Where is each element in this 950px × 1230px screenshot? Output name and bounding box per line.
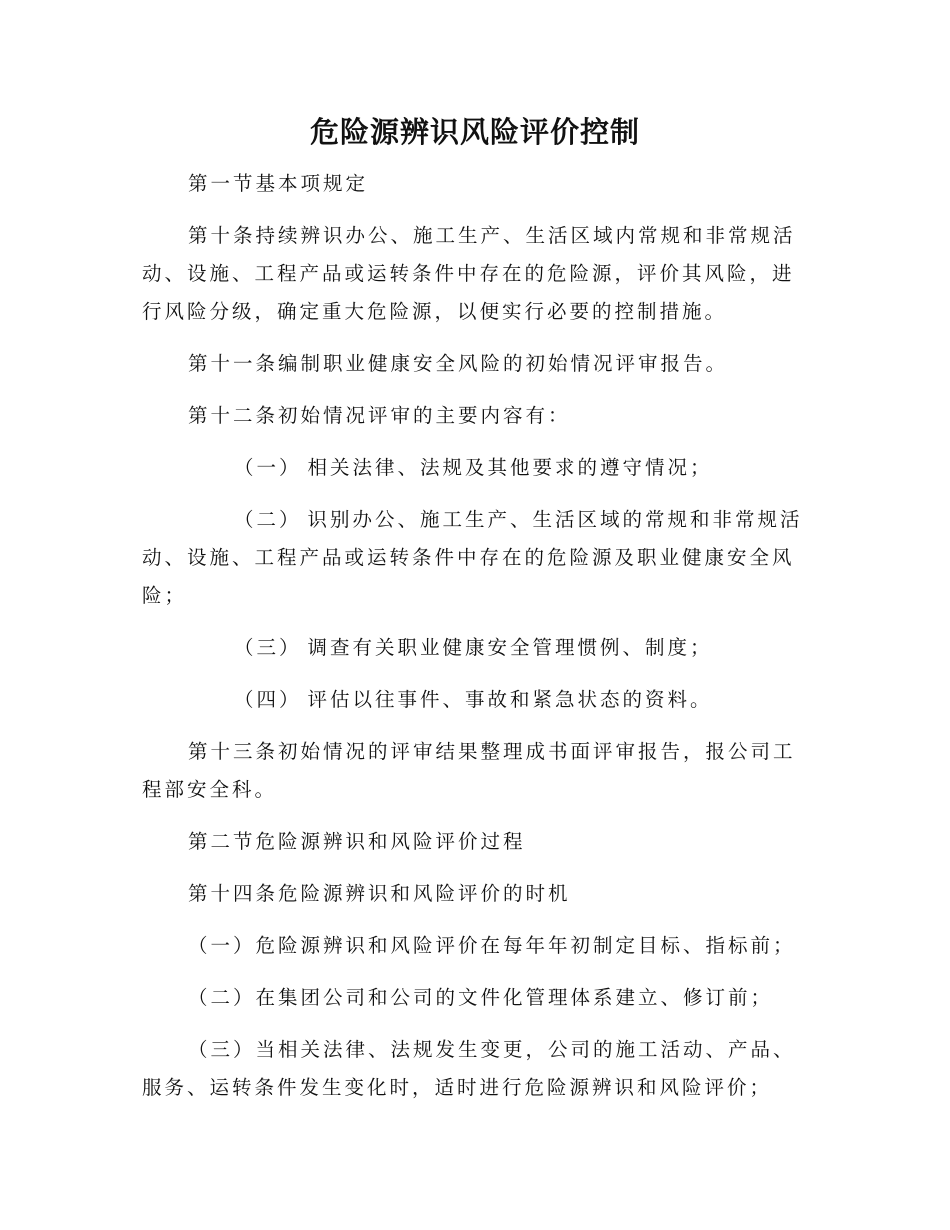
list-item — [142, 501, 810, 615]
article-paragraph: 第十二条初始情况评审的主要内容有： — [188, 404, 571, 427]
section-heading: 第一节基本项规定 — [188, 172, 369, 195]
list-item — [142, 629, 810, 667]
article-paragraph: 第十条持续辨识办公、施工生产、生活区域内常规和非常规活动、设施、工程产品或运转条件中存在的危险源，评价其风险，进行风险分级，确定重大危险源，以便实行必要的控制措施。 — [142, 224, 796, 323]
list-item — [142, 681, 810, 719]
list-item-text: 相关法律、法规及其他要求的遵守情况； — [307, 456, 713, 479]
article-paragraph: 第十四条危险源辨识和风险评价的时机 — [188, 882, 571, 905]
list-item-text: 识别办公、施工生产、生活区域的常规和非常规活动、设施、工程产品或运转条件中存在的危险源及职业健康安全风险； — [142, 508, 803, 607]
article-paragraph: 第十一条编制职业健康安全风险的初始情况评审报告。 — [188, 352, 729, 375]
list-item-number: （三） — [234, 636, 302, 659]
timing-item: （三）当相关法律、法规发生变更，公司的施工活动、产品、服务、运转条件发生变化时，适时进行危险源辨识和风险评价； — [142, 1038, 796, 1099]
list-item-text: 调查有关职业健康安全管理惯例、制度； — [307, 636, 713, 659]
timing-item: （二）在集团公司和公司的文件化管理体系建立、修订前； — [188, 986, 774, 1009]
list-item-text: 评估以往事件、事故和紧急状态的资料。 — [307, 688, 713, 711]
list-item-number: （一） — [234, 456, 302, 479]
list-item-number: （四） — [234, 688, 302, 711]
timing-item: （一）危险源辨识和风险评价在每年年初制定目标、指标前； — [188, 934, 796, 957]
document-title: 危险源辨识风险评价控制 — [309, 115, 640, 149]
list-item — [142, 449, 810, 487]
section-heading: 第二节危险源辨识和风险评价过程 — [188, 830, 526, 853]
document-body — [142, 165, 810, 1121]
list-item-number: （二） — [234, 508, 302, 531]
article-paragraph: 第十三条初始情况的评审结果整理成书面评审报告，报公司工程部安全科。 — [142, 740, 796, 801]
